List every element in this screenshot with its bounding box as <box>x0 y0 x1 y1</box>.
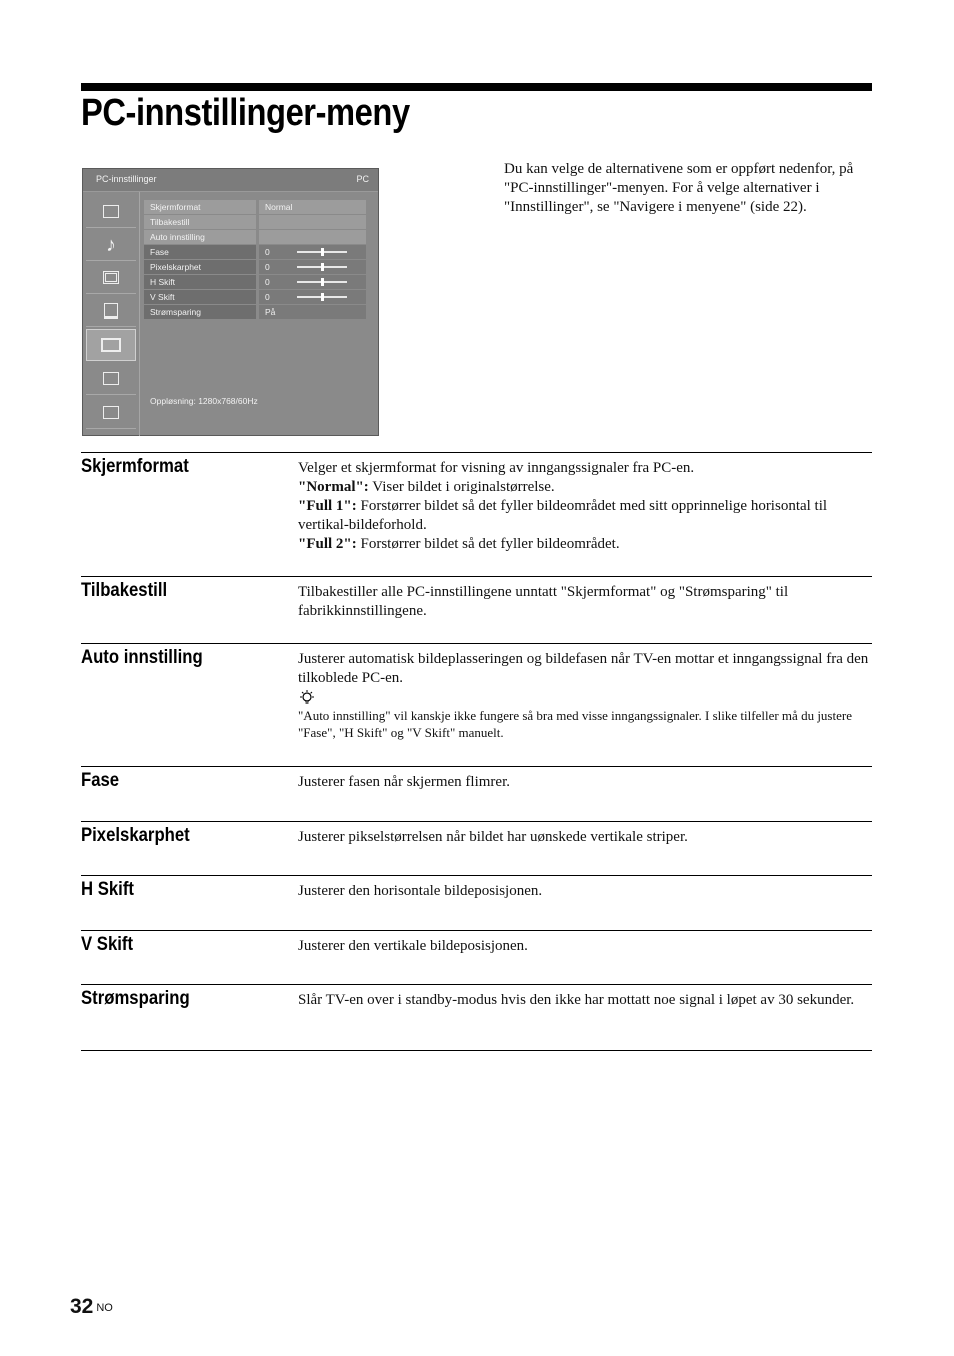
definition-skjermformat <box>81 452 872 576</box>
menu-sidebar <box>83 192 140 436</box>
desc-tilbakestill: Tilbakestiller alle PC-innstillingene unntatt "Skjermformat" og "Strømsparing" til fabrikkinnstillingene. <box>298 584 789 619</box>
desc-stromsparing: Slår TV-en over i standby-modus hvis den ikke har mottatt noe signal i løpet av 30 sekunder. <box>298 992 855 1008</box>
v-skift-slider <box>297 296 347 298</box>
menu-row-pixelskarphet: Pixelskarphet 0 <box>144 260 366 274</box>
settings-definition-list <box>81 452 872 1050</box>
desc-fase: Justerer fasen når skjermen flimrer. <box>298 774 510 790</box>
desc-skjermformat: Velger et skjermformat for visning av inngangssignaler fra PC-en. "Normal": Viser bildet i originalstørrelse. "Full 1": Forstørrer bildet så det fyller bildeområdet med sitt opprinnelige horisontal til vertikal-bildeforhold. "Full 2": Forstørrer bildet så det fyller bildeområdet. <box>298 460 828 552</box>
desc-auto-innstilling: Justerer automatisk bildeplasseringen og bildefasen når TV-en mottar et inngangssignal fra den tilkoblede PC-en. "Auto innstilling" vil kanskje ikke fungere så bra med visse inngangssignaler. I slike tilfeller må du justere "Fase", "H Skift" og "V Skift" manuelt. <box>298 651 869 740</box>
menu-row-stromsparing: Strømsparing På <box>144 305 366 319</box>
term-fase: Fase <box>81 770 120 791</box>
desc-h-skift: Justerer den horisontale bildeposisjonen. <box>298 883 543 899</box>
table-bottom-rule <box>81 1050 872 1051</box>
menu-row-tilbakestill: Tilbakestill <box>144 215 366 229</box>
term-pixelskarphet: Pixelskarphet <box>81 825 190 846</box>
pixelskarphet-slider <box>297 266 347 268</box>
term-tilbakestill: Tilbakestill <box>81 580 168 601</box>
fase-slider <box>297 251 347 253</box>
page-number: 32 <box>70 1295 94 1318</box>
term-skjermformat: Skjermformat <box>81 456 189 477</box>
title-rule <box>81 83 872 91</box>
menu-row-skjermformat: Skjermformat Normal <box>144 200 366 214</box>
menu-resolution: Oppløsning: 1280x768/60Hz <box>150 396 258 406</box>
menu-row-auto-innstilling: Auto innstilling <box>144 230 366 244</box>
desc-v-skift: Justerer den vertikale bildeposisjonen. <box>298 938 528 954</box>
menu-header <box>83 169 378 192</box>
pc-settings-menu-screenshot <box>82 168 379 436</box>
menu-row-h-skift: H Skift 0 <box>144 275 366 289</box>
lightbulb-hint-icon <box>298 689 316 707</box>
definition-pixelskarphet <box>81 821 872 875</box>
menu-title: PC-innstillinger <box>96 174 157 184</box>
menu-mode: PC <box>356 174 369 184</box>
definition-auto-innstilling <box>81 643 872 766</box>
term-auto-innstilling: Auto innstilling <box>81 647 203 668</box>
term-v-skift: V Skift <box>81 934 134 955</box>
menu-row-v-skift: V Skift 0 <box>144 290 366 304</box>
page-footer <box>70 1295 113 1319</box>
preset-a-icon <box>86 363 136 395</box>
picture-icon <box>86 196 136 228</box>
definition-fase <box>81 766 872 821</box>
term-h-skift: H Skift <box>81 879 134 900</box>
h-skift-slider <box>297 281 347 283</box>
page-title: PC-innstillinger-meny <box>81 92 410 134</box>
definition-stromsparing <box>81 984 872 1050</box>
definition-tilbakestill <box>81 576 872 643</box>
intro-paragraph: Du kan velge de alternativene som er oppført nedenfor, på "PC-innstillinger"-menyen. For å velge alternativer i "Innstillinger", se "Navigere i menyene" (side 22). <box>504 161 854 215</box>
menu-rows <box>144 200 366 320</box>
definition-h-skift <box>81 875 872 930</box>
screen-icon <box>86 262 136 294</box>
definition-v-skift <box>81 930 872 984</box>
settings-list-icon <box>86 295 136 327</box>
term-stromsparing: Strømsparing <box>81 988 190 1009</box>
menu-row-fase: Fase 0 <box>144 245 366 259</box>
preset-b-icon <box>86 397 136 429</box>
page-language: NO <box>96 1302 113 1314</box>
pc-monitor-icon <box>86 329 136 361</box>
auto-innstilling-note: "Auto innstilling" vil kanskje ikke fungere så bra med visse inngangssignaler. I slike tilfeller må du justere "Fase", "H Skift" og "V Skift" manuelt. <box>298 708 852 740</box>
music-note-icon: ♪ <box>86 229 136 261</box>
desc-pixelskarphet: Justerer pikselstørrelsen når bildet har uønskede vertikale striper. <box>298 829 688 845</box>
